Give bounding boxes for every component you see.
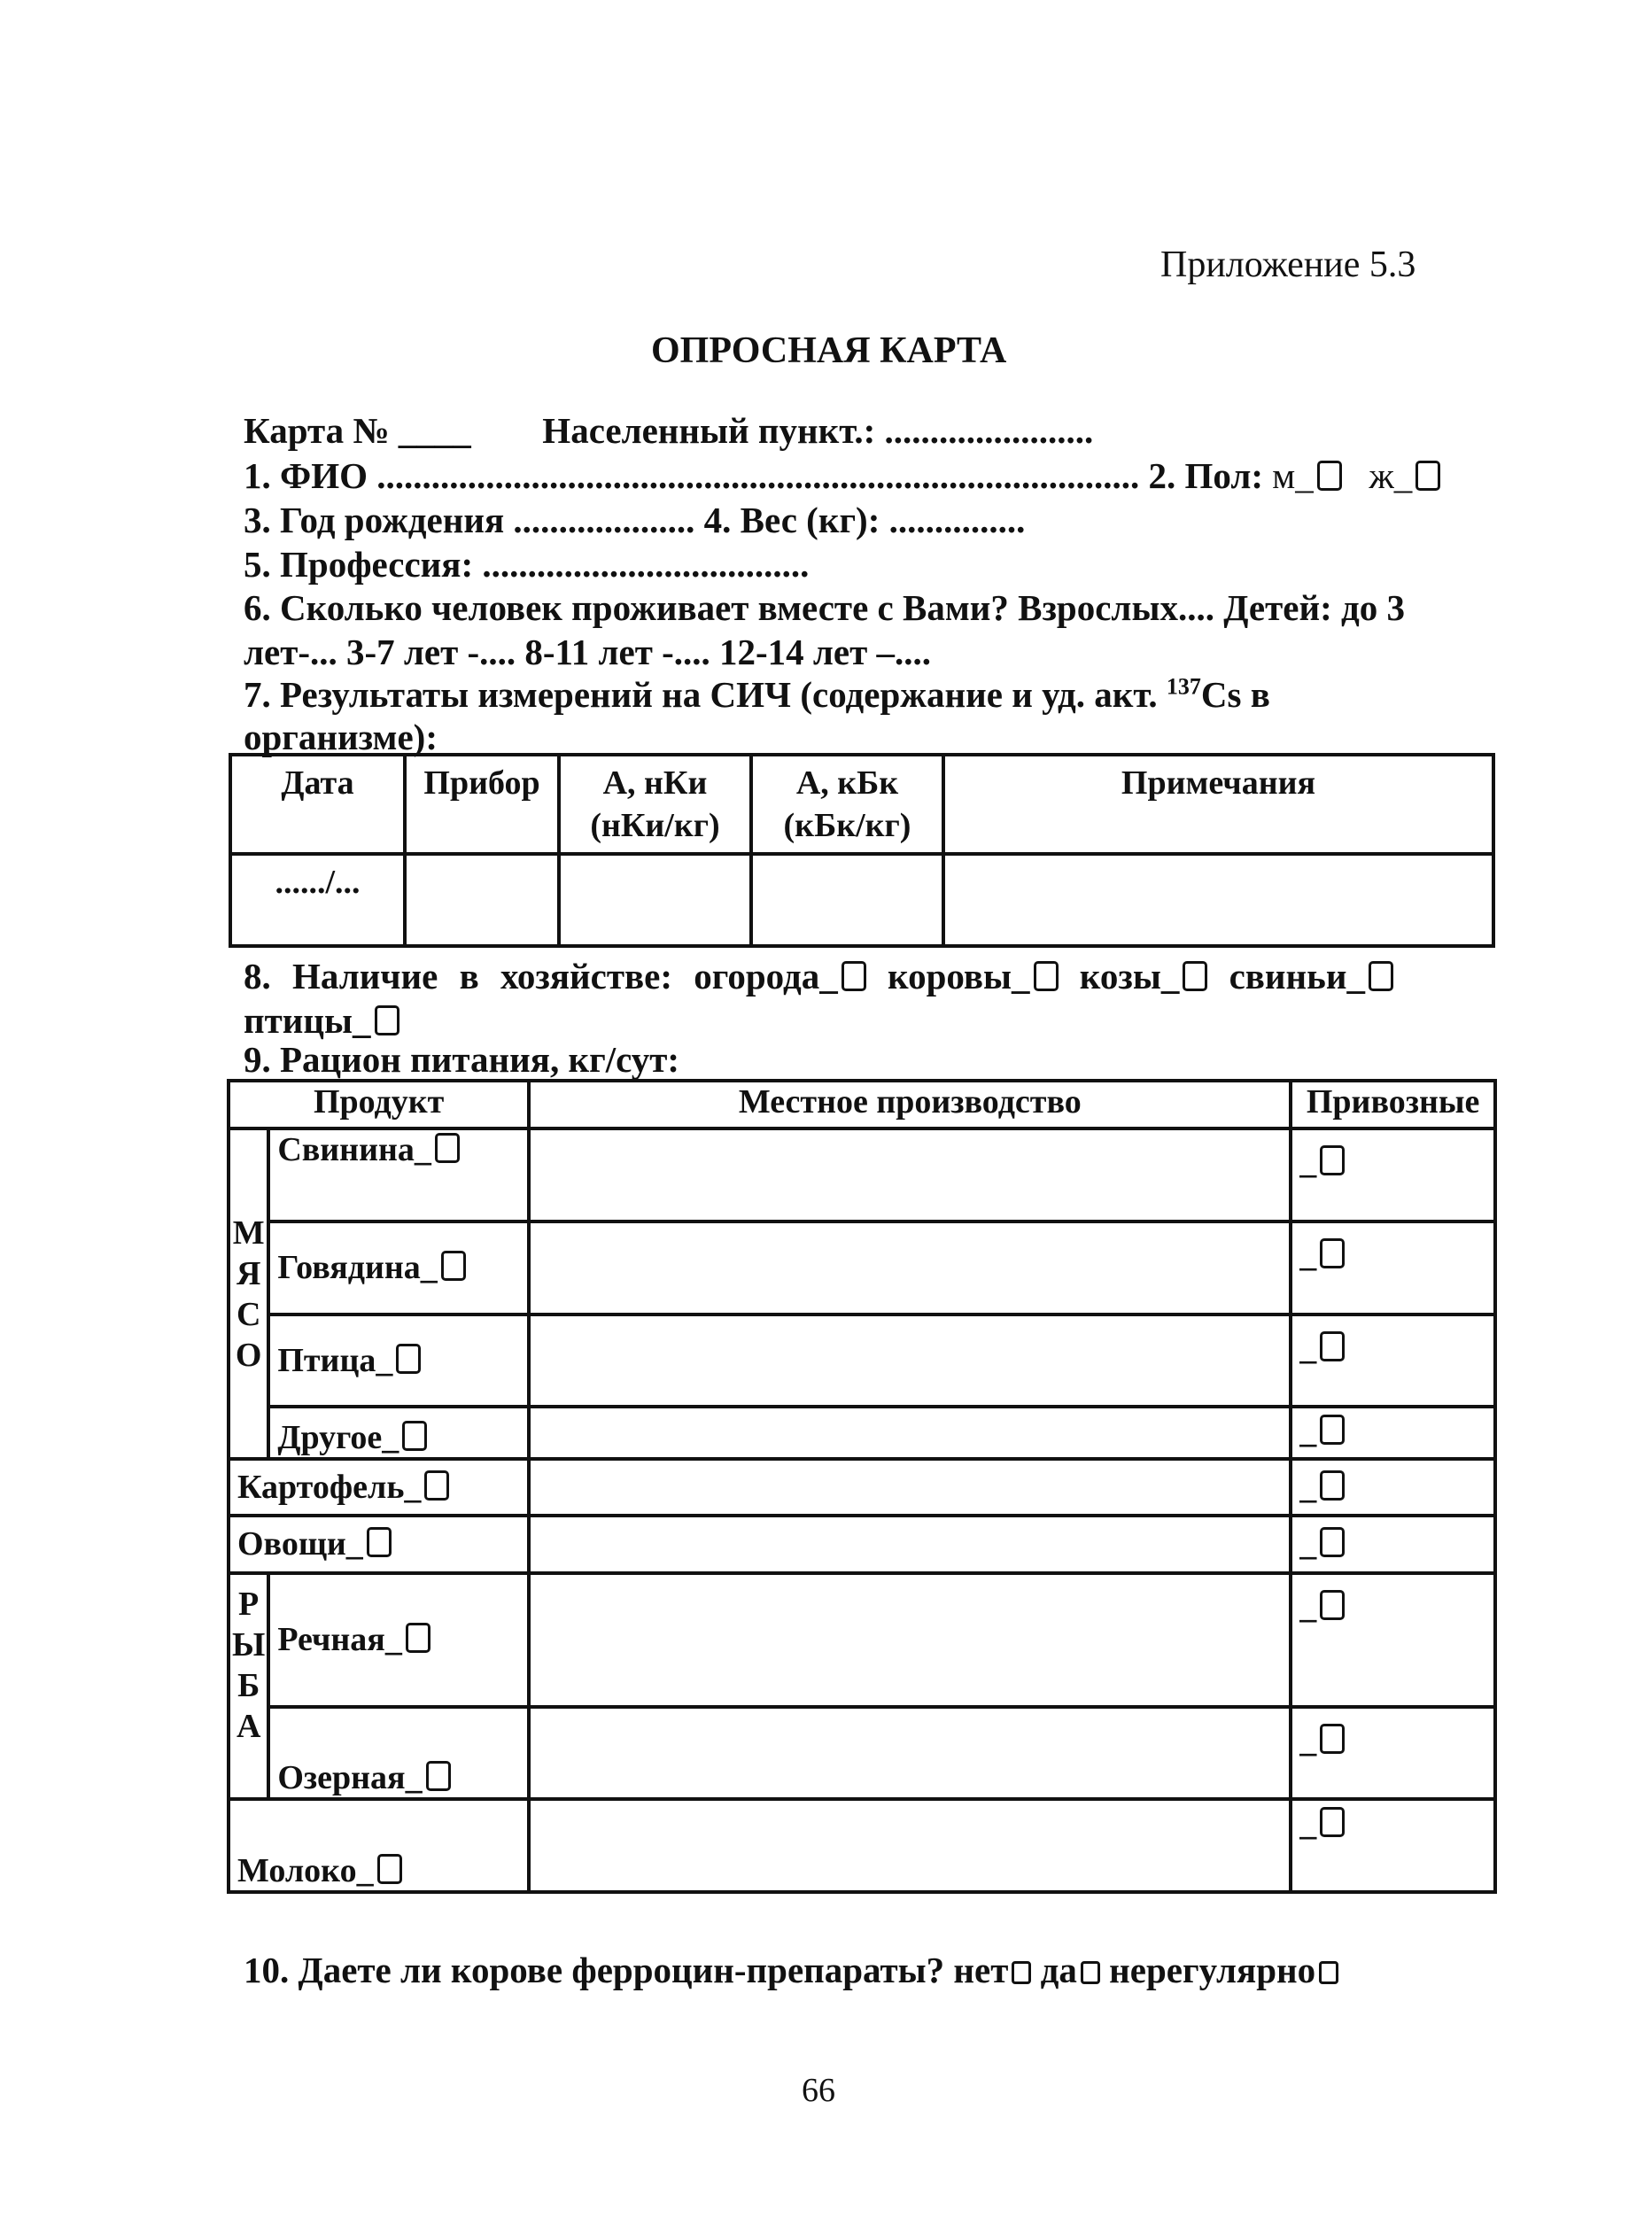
product-label: Картофель_: [237, 1468, 422, 1506]
product-milk: [229, 1799, 529, 1892]
table-row: [229, 1221, 1495, 1315]
q7-text: 7. Результаты измерений на СИЧ (содержание и уд. акт.: [244, 674, 1167, 715]
q10-option-no: нет: [953, 1950, 1009, 1990]
product-river-fish: [268, 1573, 529, 1707]
imported-pork-cell: [1291, 1128, 1495, 1221]
imported-vegetables-checkbox[interactable]: [1320, 1527, 1345, 1557]
cell-date[interactable]: ....../...: [230, 854, 405, 946]
imported-milk-checkbox[interactable]: [1320, 1807, 1345, 1837]
sex-m-checkbox[interactable]: [1317, 461, 1342, 491]
table-row: [229, 1799, 1495, 1892]
q7-text-end: Cs в: [1200, 674, 1270, 715]
header-product: Продукт: [229, 1081, 529, 1128]
local-poultry-cell[interactable]: [529, 1315, 1291, 1408]
imported-other-cell: [1291, 1407, 1495, 1458]
fish-group-label: Р Ы Б А: [229, 1573, 268, 1800]
imported-potato-checkbox[interactable]: [1320, 1470, 1345, 1501]
product-lake-fish: [268, 1707, 529, 1800]
header-activity-nci: A, нКи (нКи/кг): [559, 755, 751, 854]
imported-mark: _: [1299, 1805, 1317, 1843]
page-title: ОПРОСНАЯ КАРТА: [651, 330, 1007, 371]
appendix-label: Приложение 5.3: [1160, 244, 1416, 285]
imported-mark: _: [1299, 1237, 1317, 1275]
milk-checkbox[interactable]: [377, 1854, 402, 1884]
table-row: [229, 1407, 1495, 1458]
q8-garden: огорода_: [694, 956, 838, 997]
card-number-field[interactable]: Карта № ____: [244, 410, 471, 451]
lake-fish-checkbox[interactable]: [426, 1761, 451, 1791]
imported-beef-cell: [1291, 1221, 1495, 1315]
imported-mark: _: [1299, 1587, 1317, 1625]
table-row: [229, 1315, 1495, 1408]
sex-f-label: ж_: [1369, 455, 1413, 496]
table-row: [229, 1459, 1495, 1516]
imported-beef-checkbox[interactable]: [1320, 1238, 1345, 1268]
imported-mark: _: [1299, 1144, 1317, 1182]
vegetables-checkbox[interactable]: [367, 1527, 392, 1557]
fio-line: [244, 454, 1440, 497]
q7-line1: [244, 673, 1270, 716]
q10-text: 10. Даете ли корове ферроцин-препараты?: [244, 1950, 945, 1990]
q6-line1: 6. Сколько человек проживает вместе с Вами? Взрослых.... Детей: до 3: [244, 587, 1405, 628]
imported-other-checkbox[interactable]: [1320, 1415, 1345, 1445]
card-line: [244, 409, 1093, 452]
birth-weight-line: [244, 499, 1025, 541]
local-river-fish-cell[interactable]: [529, 1573, 1291, 1707]
diet-table: [227, 1079, 1497, 1894]
product-beef: [268, 1221, 529, 1315]
q10-yes-checkbox[interactable]: [1081, 1961, 1100, 1984]
header-device: Прибор: [405, 755, 559, 854]
header-activity-kbq: A, кБк (кБк/кг): [751, 755, 943, 854]
imported-mark: _: [1299, 1721, 1317, 1759]
local-other-cell[interactable]: [529, 1407, 1291, 1458]
goats-checkbox[interactable]: [1183, 961, 1207, 991]
poultry-checkbox[interactable]: [375, 1005, 399, 1035]
q6-line2: лет-... 3-7 лет -.... 8-11 лет -.... 12-14 лет –....: [244, 632, 932, 672]
weight-field[interactable]: 4. Вес (кг): ...............: [703, 500, 1026, 540]
table-row: [229, 1707, 1495, 1800]
q10-no-checkbox[interactable]: [1012, 1961, 1031, 1984]
local-vegetables-cell[interactable]: [529, 1516, 1291, 1572]
sex-m-label: м_: [1272, 455, 1314, 496]
product-potato: [229, 1459, 529, 1516]
imported-lake-fish-checkbox[interactable]: [1320, 1724, 1345, 1754]
product-label: Птица_: [277, 1342, 393, 1380]
imported-vegetables-cell: [1291, 1516, 1495, 1572]
q8-cows: коровы_: [887, 956, 1030, 997]
q7-isotope-mass: 137: [1166, 673, 1201, 700]
table-row: [229, 1573, 1495, 1707]
imported-milk-cell: [1291, 1799, 1495, 1892]
imported-lake-fish-cell: [1291, 1707, 1495, 1800]
imported-mark: _: [1299, 1468, 1317, 1506]
local-beef-cell[interactable]: [529, 1221, 1291, 1315]
imported-potato-cell: [1291, 1459, 1495, 1516]
measurement-table: [229, 753, 1495, 948]
product-label: Речная_: [277, 1621, 402, 1659]
pigs-checkbox[interactable]: [1369, 961, 1393, 991]
product-vegetables: [229, 1516, 529, 1572]
q10-option-irregular: нерегулярно: [1109, 1950, 1316, 1990]
q8-poultry: птицы_: [244, 1000, 371, 1041]
imported-river-fish-checkbox[interactable]: [1320, 1590, 1345, 1620]
table-row: [229, 1128, 1495, 1221]
cell-activity-nci[interactable]: [559, 854, 751, 946]
page-number: 66: [802, 2072, 835, 2109]
settlement-field[interactable]: Населенный пункт.: .......................: [542, 410, 1094, 451]
product-label: Молоко_: [237, 1852, 374, 1889]
imported-pork-checkbox[interactable]: [1320, 1145, 1345, 1175]
profession-field[interactable]: 5. Профессия: ....................................: [244, 544, 810, 585]
q10-irregular-checkbox[interactable]: [1319, 1961, 1338, 1984]
product-label: Озерная_: [277, 1759, 423, 1797]
table-row: [229, 1516, 1495, 1572]
q8-line1: [244, 955, 1393, 997]
other-meat-checkbox[interactable]: [402, 1421, 427, 1451]
q8-pigs: свиньи_: [1229, 956, 1365, 997]
cell-activity-kbq[interactable]: [751, 854, 943, 946]
local-lake-fish-cell[interactable]: [529, 1707, 1291, 1800]
beef-checkbox[interactable]: [441, 1251, 466, 1281]
garden-checkbox[interactable]: [842, 961, 866, 991]
product-label: Другое_: [277, 1418, 399, 1456]
header-notes: Примечания: [943, 755, 1493, 854]
sex-f-checkbox[interactable]: [1415, 461, 1440, 491]
table-row: [230, 854, 1493, 946]
poultry-meat-checkbox[interactable]: [396, 1344, 421, 1374]
imported-river-fish-cell: [1291, 1573, 1495, 1707]
imported-mark: _: [1299, 1329, 1317, 1367]
product-label: Свинина_: [277, 1131, 431, 1169]
product-pork: [268, 1128, 529, 1221]
cows-checkbox[interactable]: [1034, 961, 1059, 991]
local-milk-cell[interactable]: [529, 1799, 1291, 1892]
diet-header-row: [229, 1081, 1495, 1128]
local-pork-cell[interactable]: [529, 1128, 1291, 1221]
river-fish-checkbox[interactable]: [406, 1623, 430, 1653]
pork-checkbox[interactable]: [435, 1133, 460, 1163]
sex-label: 2. Пол:: [1148, 455, 1264, 496]
product-other: [268, 1407, 529, 1458]
header-imported: Привозные: [1291, 1081, 1495, 1128]
imported-mark: _: [1299, 1413, 1317, 1451]
q8-goats: козы_: [1079, 956, 1180, 997]
header-local: Местное производство: [529, 1081, 1291, 1128]
product-label: Говядина_: [277, 1249, 438, 1287]
q10-line: [244, 1949, 1338, 1991]
q8-line2: [244, 999, 399, 1042]
product-label: Овощи_: [237, 1525, 363, 1563]
q10-option-yes: да: [1040, 1950, 1077, 1990]
potato-checkbox[interactable]: [424, 1470, 449, 1501]
cell-device[interactable]: [405, 854, 559, 946]
cell-notes[interactable]: [943, 854, 1493, 946]
q9-title: 9. Рацион питания, кг/сут:: [244, 1039, 680, 1080]
imported-poultry-cell: [1291, 1315, 1495, 1408]
header-date: Дата: [230, 755, 405, 854]
meat-group-label: М Я С О: [229, 1128, 268, 1458]
q7-line2: организме):: [244, 717, 438, 757]
birth-year-field[interactable]: 3. Год рождения ....................: [244, 500, 695, 540]
table-header-row: [230, 755, 1493, 854]
imported-mark: _: [1299, 1525, 1317, 1563]
product-poultry: [268, 1315, 529, 1408]
imported-poultry-checkbox[interactable]: [1320, 1331, 1345, 1361]
local-potato-cell[interactable]: [529, 1459, 1291, 1516]
q8-label: 8. Наличие в хозяйстве:: [244, 956, 673, 997]
fio-field[interactable]: 1. ФИО ....................................................................................: [244, 455, 1140, 496]
